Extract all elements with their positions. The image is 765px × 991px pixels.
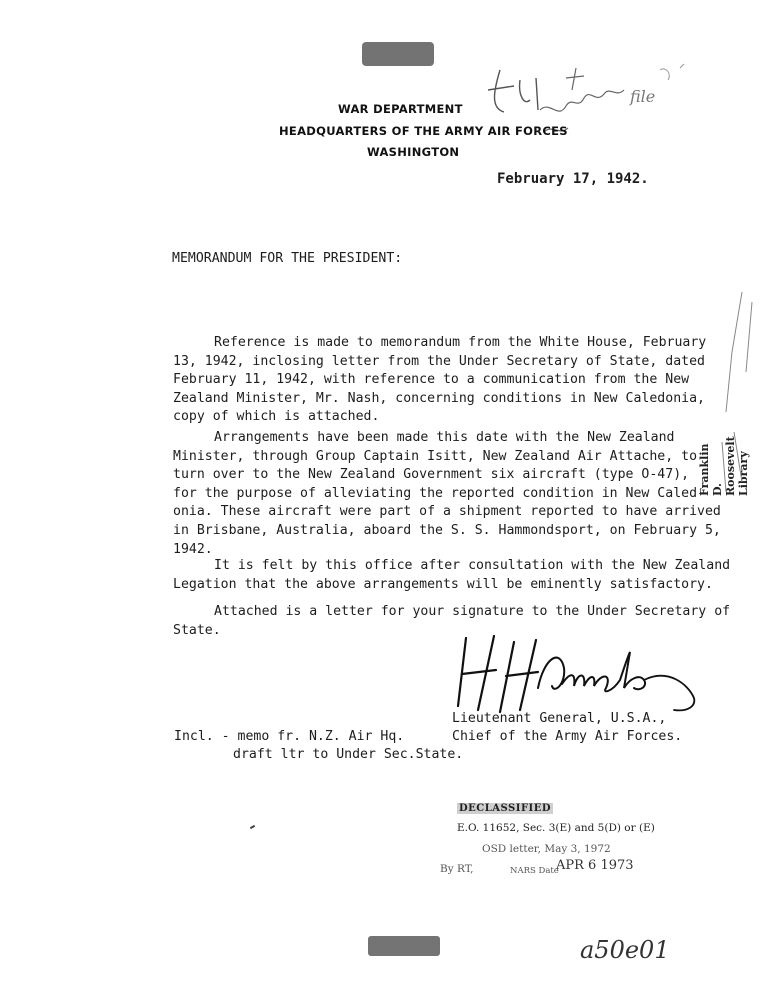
- department-name: WAR DEPARTMENT: [338, 102, 463, 116]
- paragraph-consultation: [173, 557, 731, 594]
- signature-title-rank: Lieutenant General, U.S.A.,: [452, 711, 667, 726]
- margin-pencil-marks: [712, 282, 762, 502]
- redaction-mark-bottom: [368, 936, 440, 956]
- paragraph-line: It is felt by this office after consultation with the New Zealand: [214, 558, 731, 573]
- declassified-nars-date-label: NARS Date: [510, 866, 559, 876]
- enclosure-line-2: draft ltr to Under Sec.State.: [233, 747, 464, 762]
- declassified-heading: DECLASSIFIED: [459, 803, 552, 814]
- memo-salutation: MEMORANDUM FOR THE PRESIDENT:: [172, 251, 403, 266]
- signature-title-position: Chief of the Army Air Forces.: [452, 729, 683, 744]
- paragraph-line: turn over to the New Zealand Government six aircraft (type O-47),: [173, 467, 690, 483]
- declassified-date: APR 6 1973: [556, 858, 634, 873]
- handwritten-file-note: file: [630, 87, 656, 106]
- paragraph-line: Reference is made to memorandum from the White House, February: [214, 335, 707, 350]
- library-stamp: Franklin D. Roosevelt Library: [698, 436, 750, 496]
- paragraph-line: 13, 1942, inclosing letter from the Under Secretary of State, dated: [173, 353, 705, 369]
- declassified-letter: OSD letter, May 3, 1972: [482, 843, 611, 855]
- paragraph-line: Legation that the above arrangements will be eminently satisfactory.: [173, 576, 713, 592]
- paragraph-line: in Brisbane, Australia, aboard the S. S. Hammondsport, on February 5,: [173, 522, 721, 538]
- memo-date: February 17, 1942.: [497, 171, 649, 187]
- paragraph-line: Zealand Minister, Mr. Nash, concerning conditions in New Caledonia,: [173, 390, 705, 406]
- paragraph-arrangements: [173, 429, 728, 559]
- paragraph-line: February 11, 1942, with reference to a communication from the New: [173, 372, 690, 388]
- paragraph-line: onia. These aircraft were part of a shipment reported to have arrived: [173, 504, 721, 520]
- declassified-authority: E.O. 11652, Sec. 3(E) and 5(D) or (E): [457, 822, 655, 834]
- redaction-mark-top: [362, 42, 434, 66]
- paragraph-line: Attached is a letter for your signature to the Under Secretary of: [214, 604, 731, 619]
- city-name: WASHINGTON: [367, 145, 460, 159]
- stray-mark: [250, 825, 255, 829]
- paragraph-reference: [173, 334, 728, 427]
- headquarters-name: HEADQUARTERS OF THE ARMY AIR FORCES: [279, 124, 568, 138]
- enclosure-line-1: Incl. - memo fr. N.Z. Air Hq.: [174, 729, 405, 744]
- signature-arnold: [448, 628, 708, 718]
- declassified-by: By RT,: [440, 863, 474, 875]
- handwritten-archive-number: a50e01: [580, 936, 670, 964]
- paragraph-line: for the purpose of alleviating the reported condition in New Caled-: [173, 485, 705, 501]
- paragraph-line: State.: [173, 622, 221, 638]
- paragraph-line: copy of which is attached.: [173, 409, 380, 425]
- paragraph-line: Arrangements have been made this date with the New Zealand: [214, 430, 675, 445]
- paragraph-line: 1942.: [173, 541, 213, 557]
- paragraph-line: Minister, through Group Captain Isitt, New Zealand Air Attache, to: [173, 448, 698, 464]
